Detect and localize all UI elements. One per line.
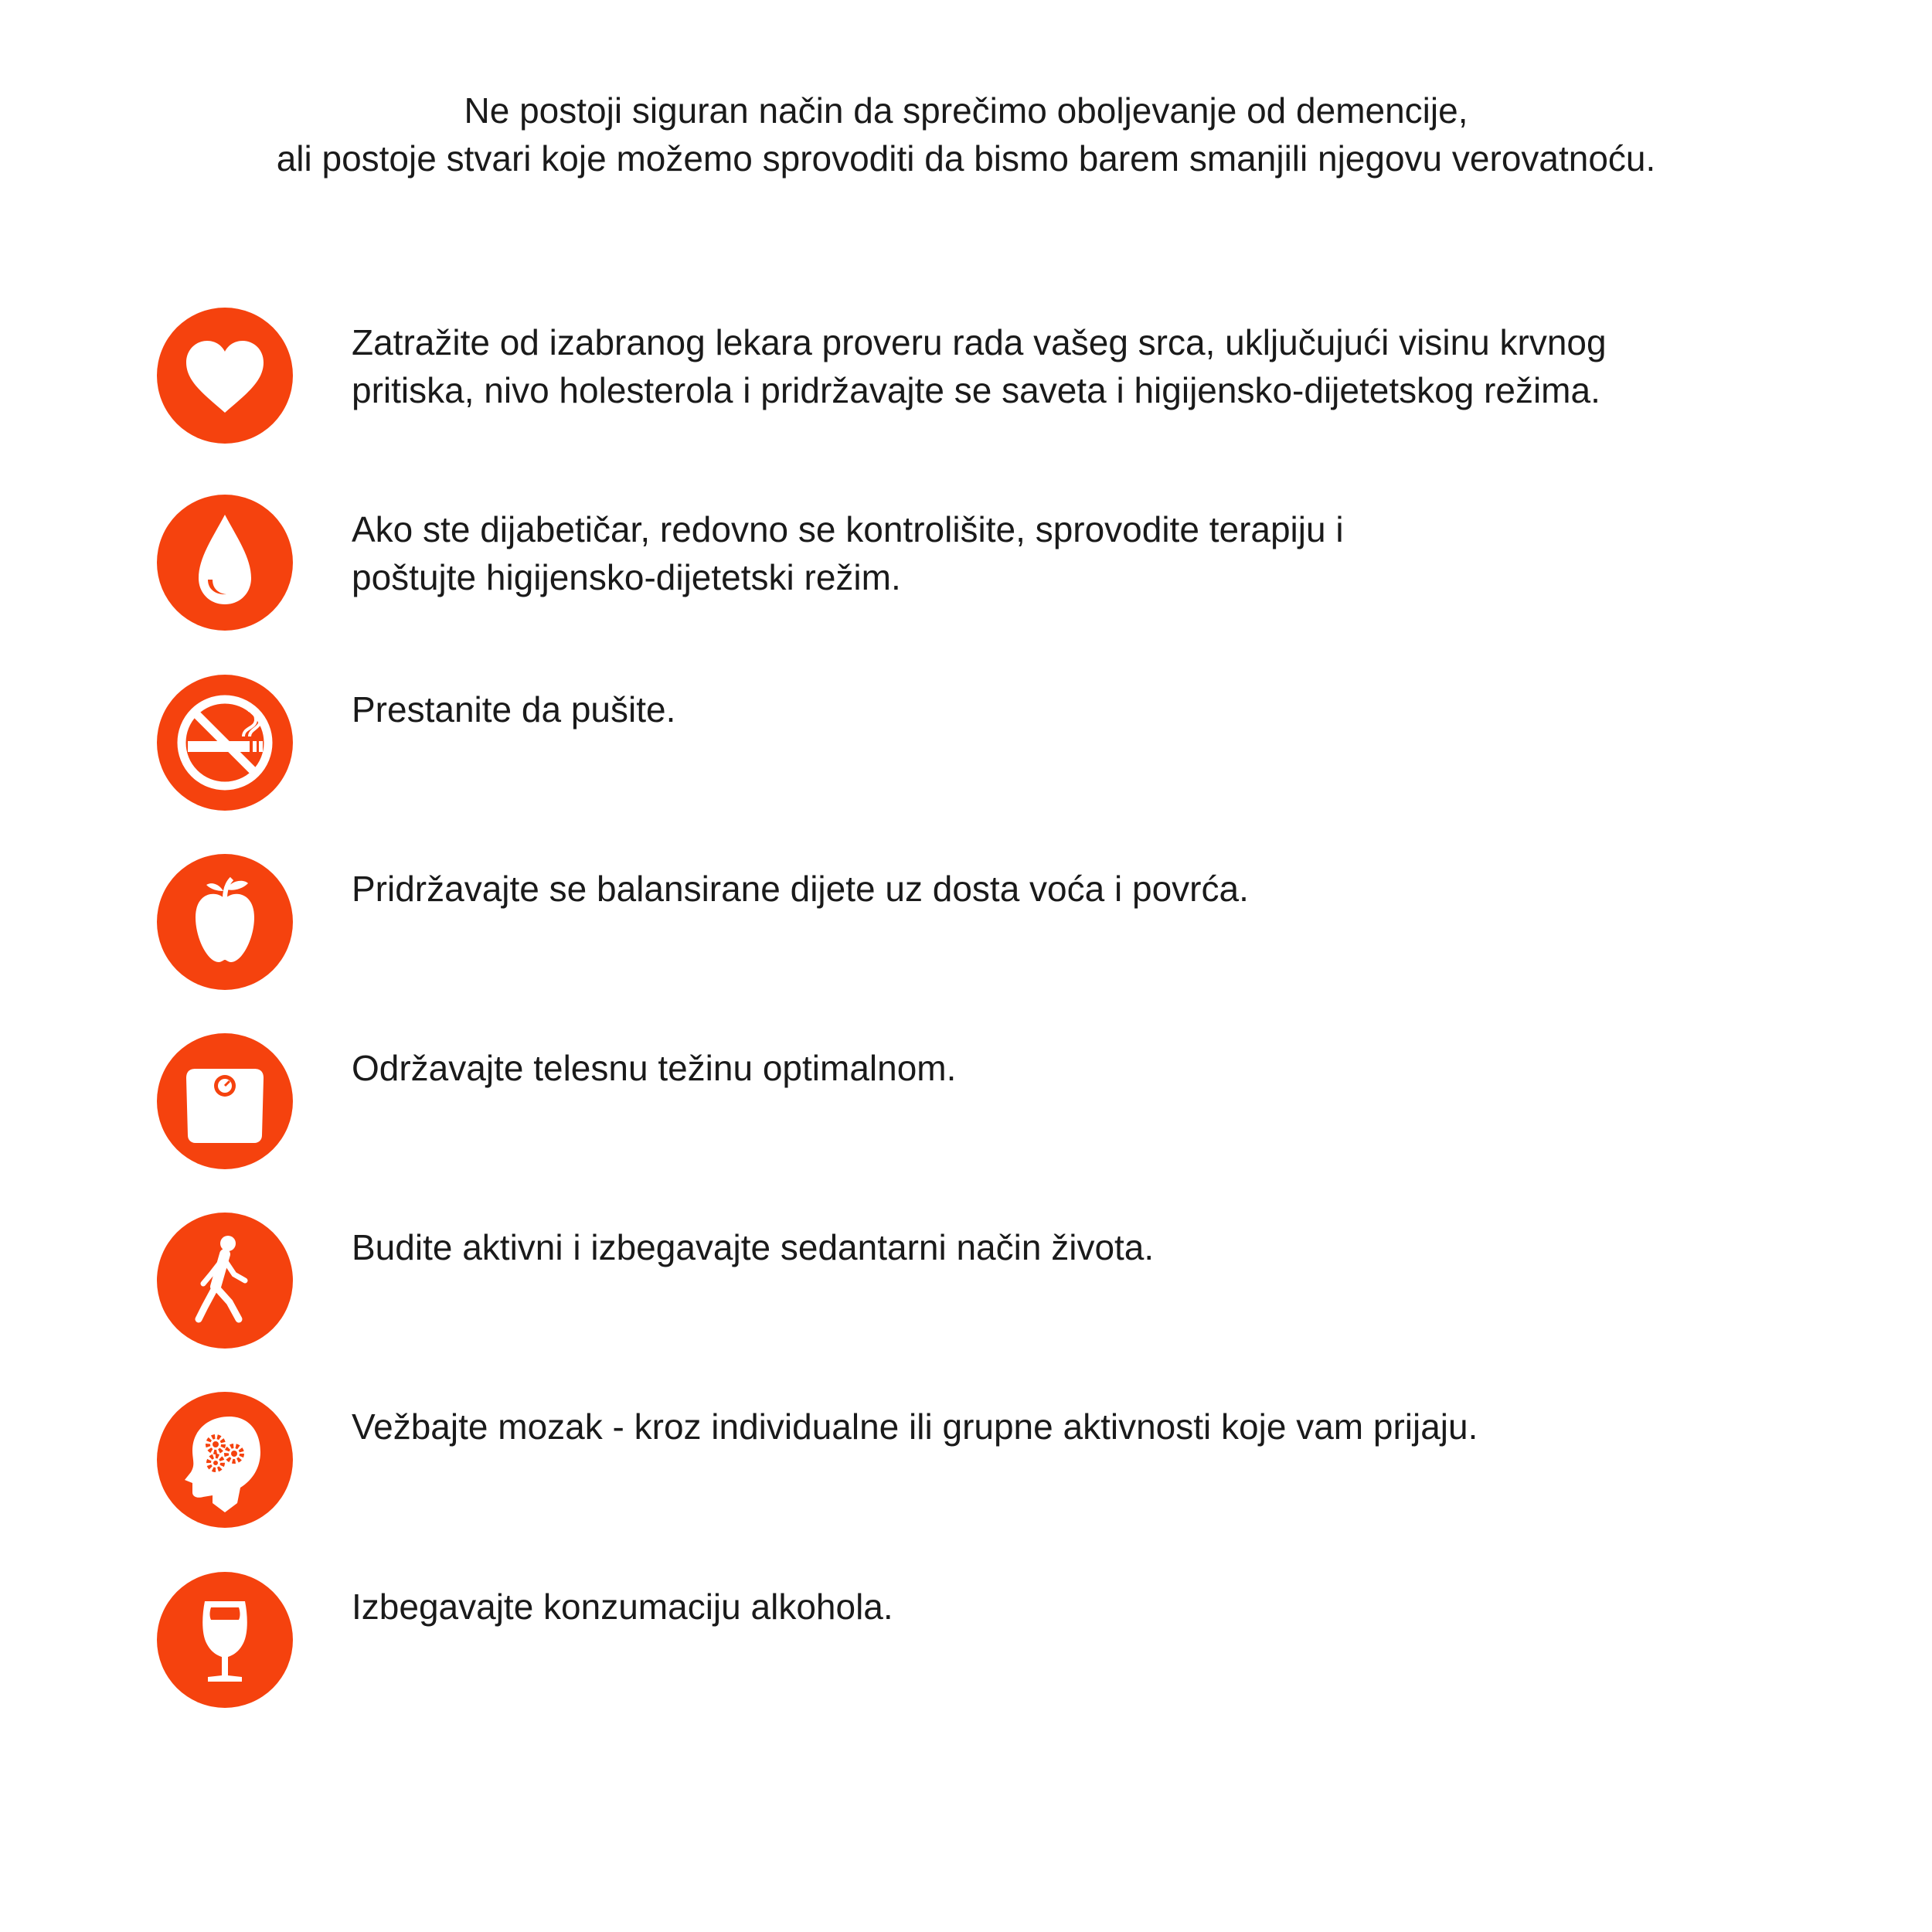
tip-text: [352, 318, 1758, 414]
intro-text: [0, 87, 1932, 182]
tip-line-1: Vežbajte mozak - kroz individualne ili grupne aktivnosti koje vam prijaju.: [352, 1406, 1478, 1447]
tip-line-1: Izbegavajte konzumaciju alkohola.: [352, 1587, 893, 1627]
tip-line-2: poštujte higijensko-dijetetski režim.: [352, 557, 901, 597]
wine-glass-icon: [157, 1572, 293, 1708]
tip-line-2: pritiska, nivo holesterola i pridržavajte se saveta i higijensko-dijetetskog režima.: [352, 370, 1600, 410]
intro-line-2: ali postoje stvari koje možemo sprovoditi da bismo barem smanjili njegovu verovatnoću.: [276, 138, 1656, 179]
tip-alcohol: [157, 1572, 1780, 1708]
tip-text: [352, 505, 1758, 601]
brain-gears-icon: [157, 1392, 293, 1528]
tip-weight: [157, 1033, 1780, 1169]
tip-text: [352, 1583, 1758, 1631]
tip-line-1: Pridržavajte se balansirane dijete uz dosta voća i povrća.: [352, 869, 1249, 909]
heart-icon: [157, 308, 293, 444]
tip-heart: [157, 308, 1780, 444]
tip-activity: [157, 1213, 1780, 1349]
apple-icon: [157, 854, 293, 990]
tip-no-smoking: [157, 675, 1780, 811]
tip-text: [352, 1223, 1758, 1271]
no-smoking-icon: [157, 675, 293, 811]
tip-diet: [157, 854, 1780, 990]
tip-text: [352, 685, 1758, 733]
tip-text: [352, 865, 1758, 913]
tip-line-1: Budite aktivni i izbegavajte sedantarni način života.: [352, 1227, 1155, 1267]
tip-diabetes: [157, 495, 1780, 631]
blood-drop-icon: [157, 495, 293, 631]
scale-icon: [157, 1033, 293, 1169]
tip-line-1: Prestanite da pušite.: [352, 689, 676, 730]
tip-text: [352, 1044, 1758, 1092]
tip-line-1: Ako ste dijabetičar, redovno se kontrolišite, sprovodite terapiju i: [352, 509, 1344, 549]
intro-line-1: Ne postoji siguran način da sprečimo oboljevanje od demencije,: [464, 90, 1468, 131]
walking-person-icon: [157, 1213, 293, 1349]
tip-text: [352, 1403, 1758, 1451]
tip-brain: [157, 1392, 1780, 1528]
tip-line-1: Zatražite od izabranog lekara proveru rada vašeg srca, uključujući visinu krvnog: [352, 322, 1607, 362]
tip-line-1: Održavajte telesnu težinu optimalnom.: [352, 1048, 957, 1088]
